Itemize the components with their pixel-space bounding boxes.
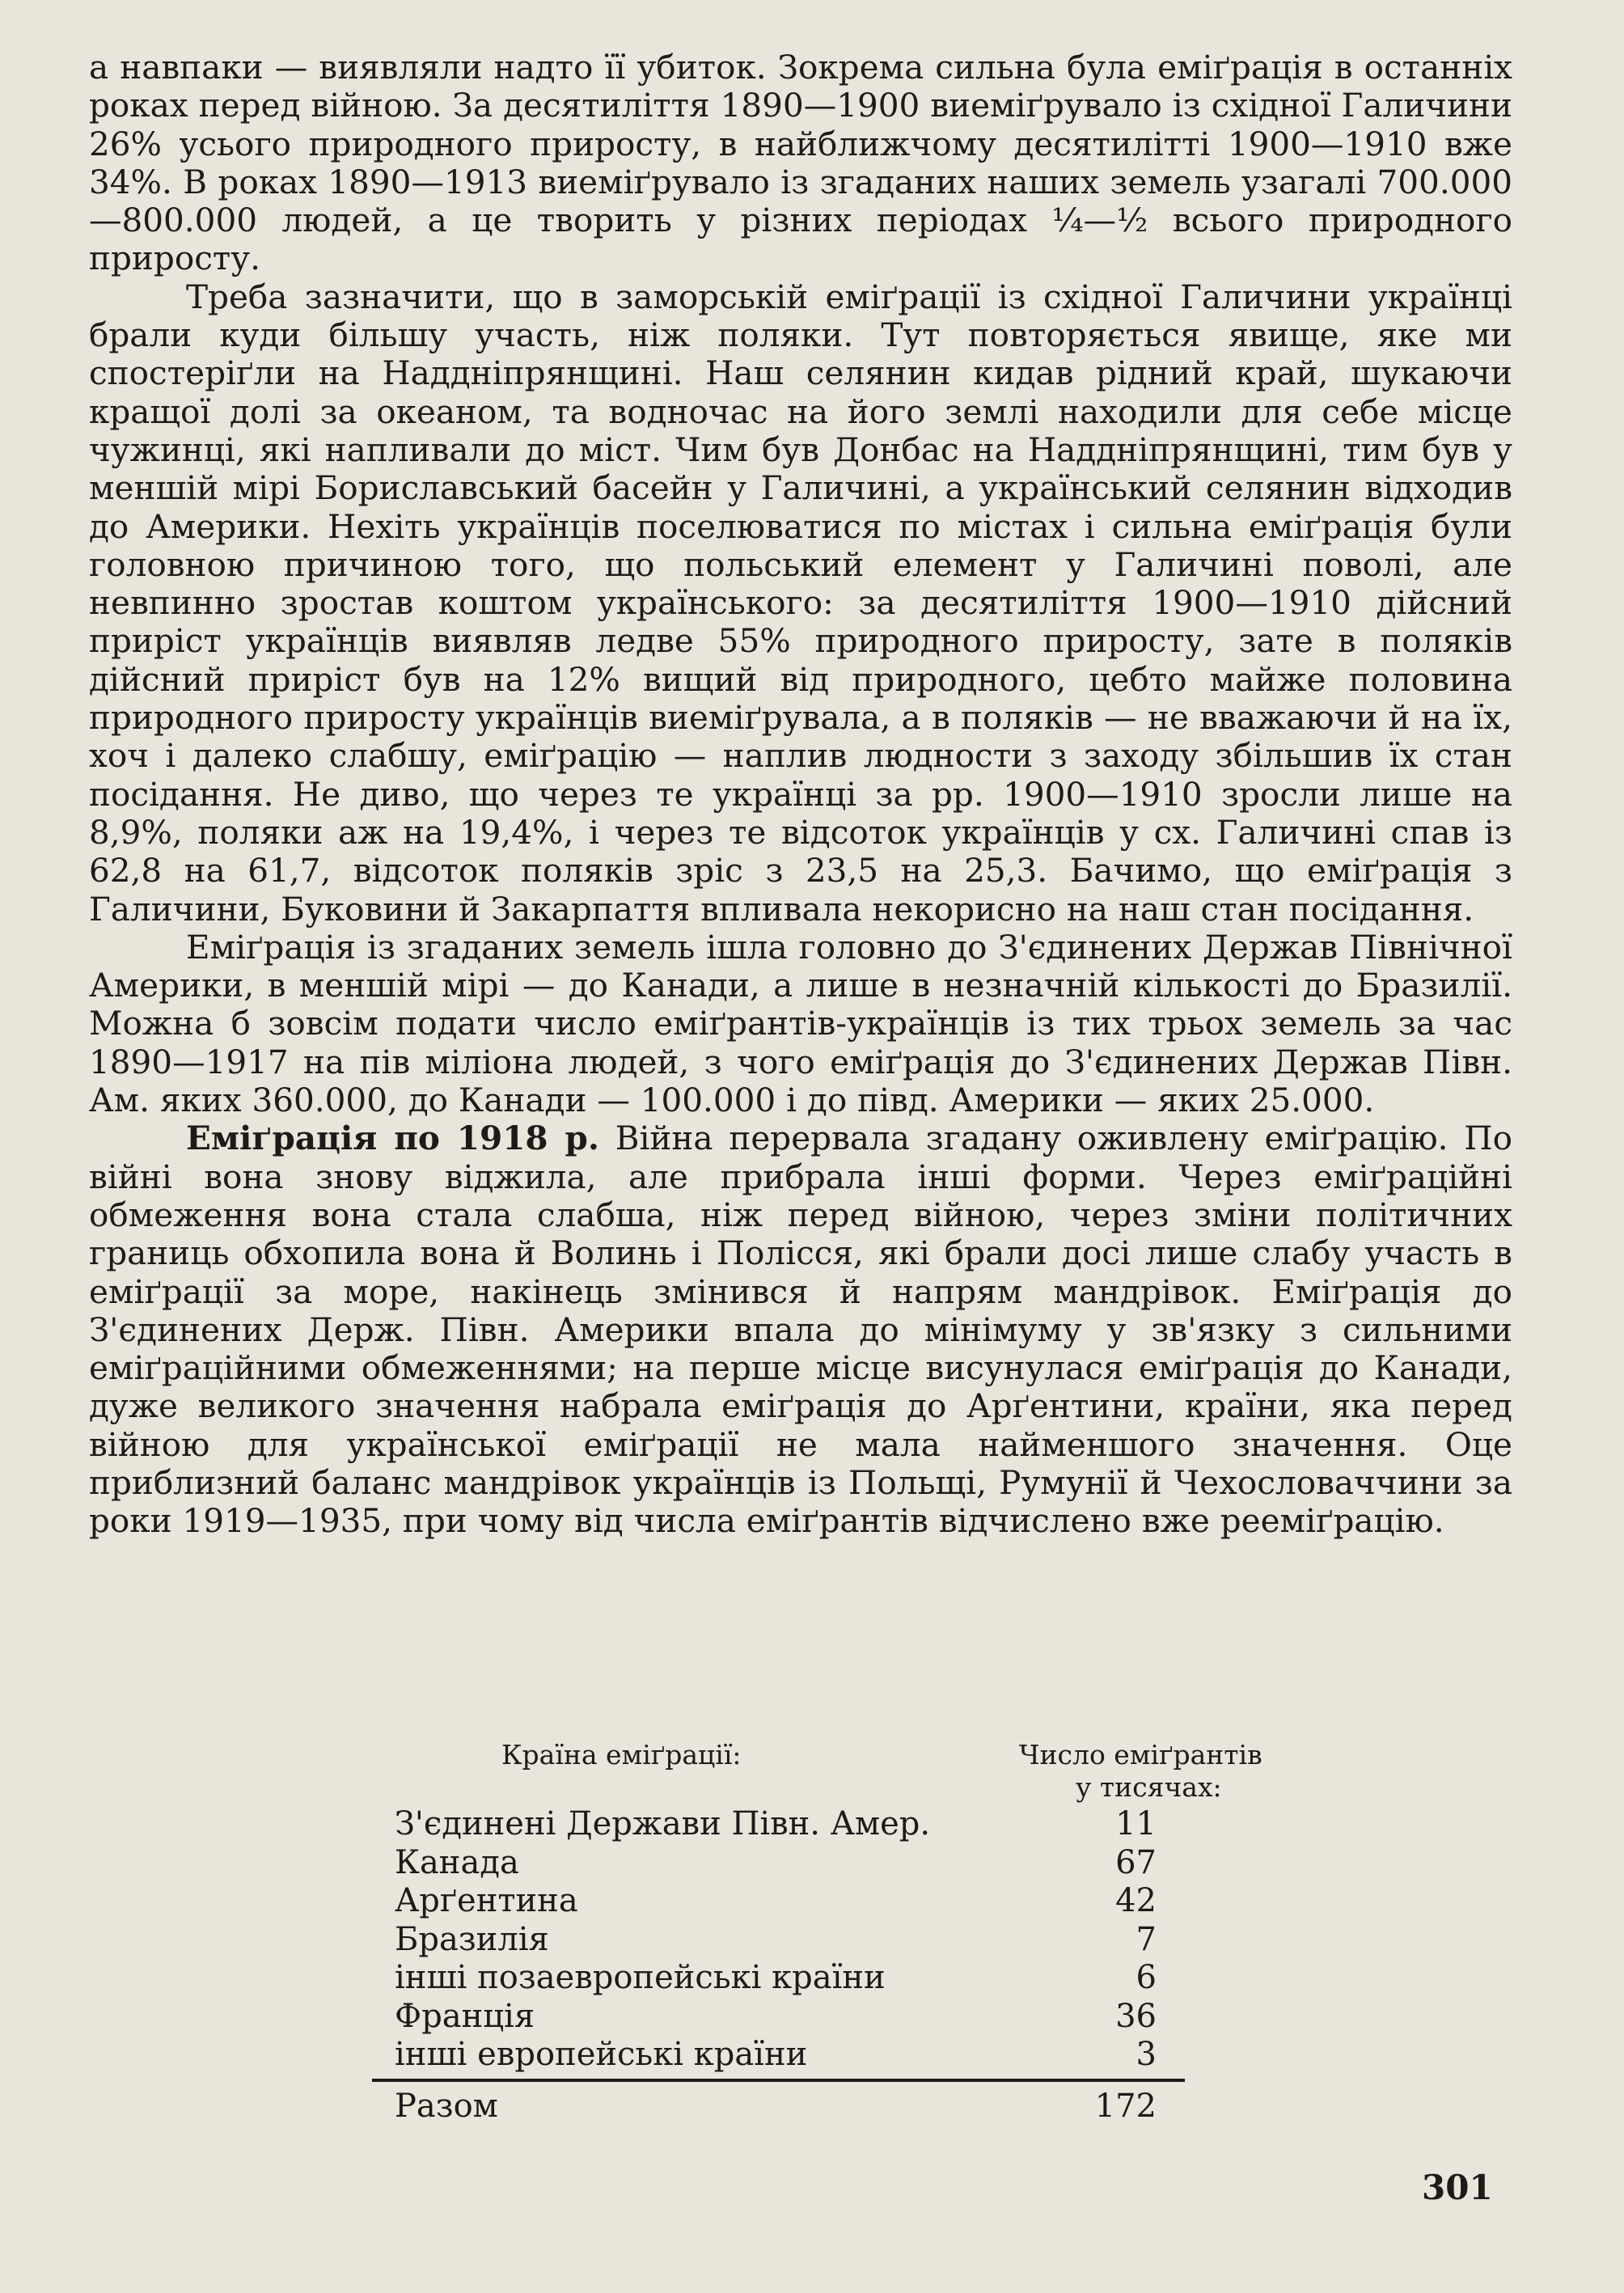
row-country: Арґентина — [395, 1882, 578, 1919]
paragraph-4 — [89, 1119, 1512, 1540]
header-country: Країна еміґрації: — [501, 1739, 742, 1771]
total-rule-wrap — [372, 2075, 1189, 2086]
emigration-table — [372, 1731, 1262, 2126]
table-row — [372, 1805, 1189, 1844]
row-value: 67 — [1115, 1843, 1157, 1881]
header-count-line2: у тисячах: — [1076, 1771, 1222, 1803]
row-country: З'єдинені Держави Півн. Амер. — [395, 1805, 931, 1842]
total-label: Разом — [395, 2087, 498, 2125]
header-count — [1019, 1739, 1326, 1804]
table-row — [372, 2036, 1189, 2075]
table-header — [372, 1731, 1262, 1805]
table-row — [372, 1998, 1189, 2037]
table-total-row — [372, 2086, 1189, 2126]
paragraph-1: а навпаки — виявляли надто її убиток. Зокрема сильна була еміґрація в останніх роках перед війною. За десятиліття 1890—1900 виеміґрувало із східної Галичини 26% усього природного приросту, в найближчому десятилітті 1900—1910 вже 34%. В роках 1890—1913 виеміґрувало із згаданих наших земель узагалі 700.000—800.000 людей, а це творить у різних періодах ¼—½ всього природного приросту. — [89, 48, 1512, 278]
table-row — [372, 1921, 1189, 1960]
paragraph-2: Треба зазначити, що в заморській еміґрації із східної Галичини українці брали куди більшу участь, ніж поляки. Тут повторяється явище, яке ми спостеріґли на Наддніпрянщині. Наш селянин кидав рідний край, шукаючи кращої долі за океаном, та водночас на його землі находили для себе місце чужинці, які напливали до міст. Чим був Донбас на Наддніпрянщині, тим був у меншій мірі Бориславський басейн у Галичині, а український селянин відходив до Америки. Нехіть українців поселюватися по містах і сильна еміґрація були головною причиною того, що польський елемент у Галичині поволі, але невпинно зростав коштом українського: за десятиліття 1900—1910 дійсний приріст українців виявляв ледве 55% природного приросту, зате в поляків дійсний приріст був на 12% вищий від природного, цебто майже половина природного приросту українців виеміґрувала, а в поляків — не вважаючи й на їх, хоч і далеко слабшу, еміґрацію — наплив людности з заходу збільшив їх стан посідання. Не диво, що через те українці за рр. 1900—1910 зросли лише на 8,9%, поляки аж на 19,4%, і через те відсоток українців у сх. Галичині спав із 62,8 на 61,7, відсоток поляків зріс з 23,5 на 25,3. Бачимо, що еміґрація з Галичини, Буковини й Закарпаття впливала некорисно на наш стан посідання. — [89, 277, 1512, 929]
paragraph-3: Еміґрація із згаданих земель ішла головно до З'єдинених Держав Північної Америки, в меншій мірі — до Канади, а лише в незначній кількості до Бразилії. Можна б зовсім подати число еміґрантів-українців із тих трьох земель за час 1890—1917 на пів міліона людей, з чого еміґрація до З'єдинених Держав Півн. Ам. яких 360.000, до Канади — 100.000 і до півд. Америки — яких 25.000. — [89, 927, 1512, 1120]
row-value: 6 — [1136, 1959, 1157, 1996]
table-row — [372, 1844, 1189, 1883]
row-value: 11 — [1115, 1805, 1157, 1842]
row-country: Канада — [395, 1843, 519, 1881]
row-country: інші европейські країни — [395, 2036, 808, 2073]
row-value: 7 — [1136, 1920, 1157, 1958]
row-value: 3 — [1136, 2036, 1157, 2073]
row-country: інші позаевропейські країни — [395, 1959, 886, 1996]
paragraph-4-text: Війна перервала згадану оживлену еміґрацію. По війні вона знову віджила, але прибрала інші форми. Через еміґраційні обмеження вона стала слабша, ніж перед війною, через зміни політичних границь обхопила вона й Волинь і Полісся, які брали досі лише слабу участь в еміґрації за море, накінець змінився й напрям мандрівок. Еміґрація до З'єдинених Держ. Півн. Америки впала до мінімуму у зв'язку з сильними еміґраційними обмеженнями; на перше місце висунулася еміґрація до Канади, дуже великого значення набрала еміґрація до Арґентини, країни, яка перед війною для української еміґрації не мала найменшого значення. Оце приблизний баланс мандрівок українців із Польщі, Румунії й Чехословаччини за роки 1919—1935, при чому від числа еміґрантів відчислено вже рееміґрацію. — [89, 1119, 1512, 1541]
row-country: Франція — [395, 1997, 535, 2035]
page-number: 301 — [1422, 2168, 1493, 2207]
row-value: 42 — [1115, 1882, 1157, 1919]
table-row — [372, 1959, 1189, 1998]
total-divider — [372, 2079, 1185, 2082]
header-count-line1: Число еміґрантів — [1019, 1739, 1262, 1771]
row-country: Бразилія — [395, 1920, 549, 1958]
body-text — [89, 49, 1512, 1541]
total-value: 172 — [1094, 2087, 1157, 2125]
row-value: 36 — [1115, 1997, 1157, 2035]
section-heading: Еміґрація по 1918 р. — [186, 1119, 599, 1158]
table-row — [372, 1882, 1189, 1921]
